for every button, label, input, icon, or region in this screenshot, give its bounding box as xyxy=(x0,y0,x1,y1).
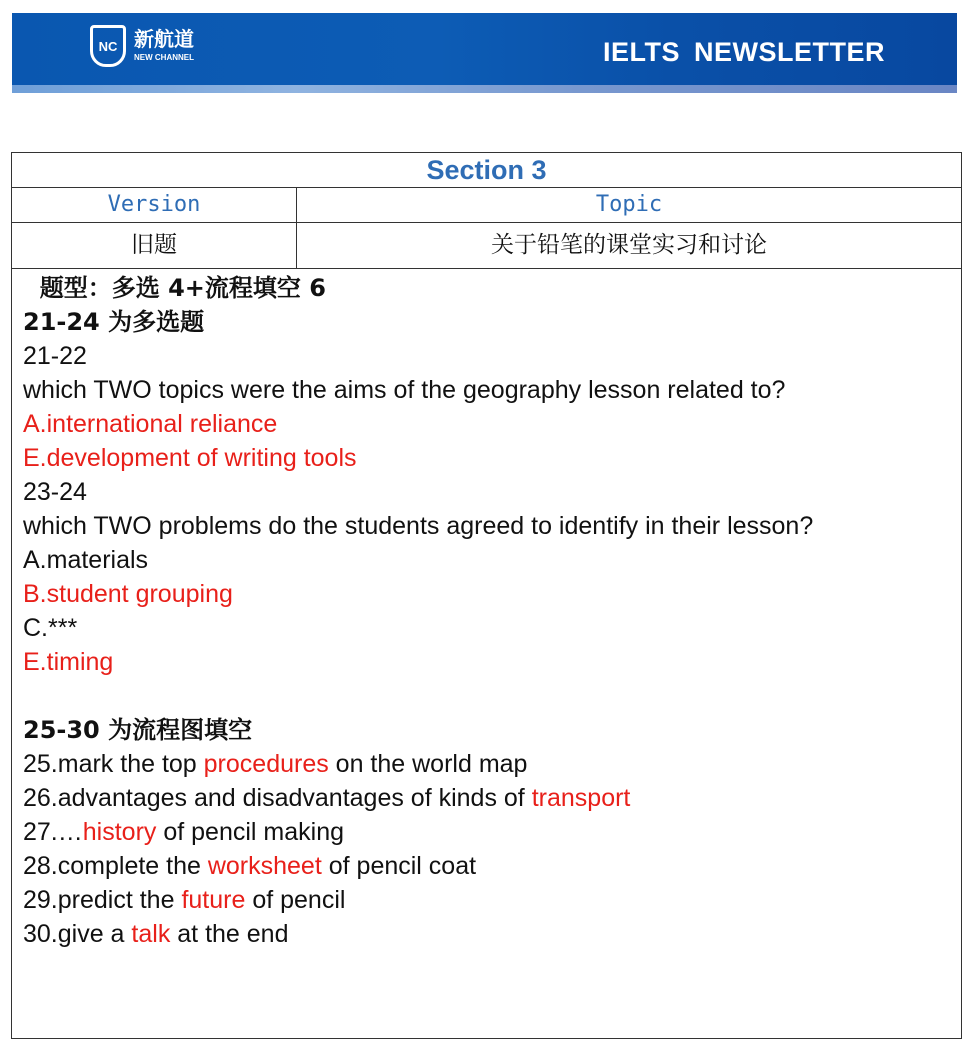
question-text: which TWO topics were the aims of the geography lesson related to? xyxy=(23,376,786,404)
topic-header: Topic xyxy=(595,192,663,217)
question-text: at the end xyxy=(170,920,289,948)
content-line xyxy=(23,611,948,645)
content-line xyxy=(23,577,948,611)
shield-logo-icon: NC xyxy=(90,25,126,67)
answer-text: talk xyxy=(131,920,171,948)
question-text: A.materials xyxy=(23,546,149,574)
answer-text: future xyxy=(181,886,246,914)
version-value: 旧题 xyxy=(12,223,297,268)
banner-strip xyxy=(12,85,957,93)
topic-value: 关于铅笔的课堂实习和讨论 xyxy=(491,232,767,258)
logo-text xyxy=(134,28,194,64)
content-line xyxy=(23,883,948,917)
content-line xyxy=(23,815,948,849)
question-text: 30.give a xyxy=(23,920,132,948)
answer-text: B.student grouping xyxy=(23,580,233,608)
question-text: 25.mark the top xyxy=(23,750,204,778)
content-line xyxy=(23,679,948,713)
content-line xyxy=(23,475,948,509)
logo-en-text: NEW CHANNEL xyxy=(134,53,194,62)
question-text: of pencil making xyxy=(156,818,345,846)
content-line xyxy=(23,917,948,951)
question-text: 21-24 为多选题 xyxy=(23,308,205,336)
newsletter-title: IELTS NEWSLETTER xyxy=(603,37,885,67)
question-text: 26.advantages and disadvantages of kinds of xyxy=(23,784,532,812)
newsletter-banner xyxy=(12,13,957,93)
answer-text: E.timing xyxy=(23,648,114,676)
content-line xyxy=(23,543,948,577)
question-text: 27.… xyxy=(23,818,83,846)
answer-text: E.development of writing tools xyxy=(23,444,357,472)
question-text: which TWO problems do the students agreed to identify in their lesson? xyxy=(23,512,814,540)
content-line xyxy=(23,339,948,373)
content-line xyxy=(23,713,948,747)
section-title: Section 3 xyxy=(12,153,961,188)
answer-text: procedures xyxy=(203,750,329,778)
new-channel-logo xyxy=(90,25,194,67)
content-line xyxy=(23,305,948,339)
content-line xyxy=(23,747,948,781)
content-line xyxy=(23,271,948,305)
version-header: Version xyxy=(12,188,297,222)
content-line xyxy=(23,645,948,679)
question-text: 28.complete the xyxy=(23,852,208,880)
question-text: on the world map xyxy=(328,750,528,778)
content-line xyxy=(23,781,948,815)
question-content xyxy=(23,271,948,951)
question-text: 23-24 xyxy=(23,478,87,506)
question-text xyxy=(23,682,30,710)
answer-text: history xyxy=(82,818,157,846)
content-line xyxy=(23,441,948,475)
answer-text: A.international reliance xyxy=(23,410,278,438)
question-text: C.*** xyxy=(23,614,78,642)
content-line xyxy=(23,509,948,543)
question-text: 29.predict the xyxy=(23,886,182,914)
content-line xyxy=(23,373,948,407)
question-text: 25-30 为流程图填空 xyxy=(23,716,253,744)
header-row xyxy=(12,188,961,223)
answer-text: transport xyxy=(531,784,631,812)
answer-text: worksheet xyxy=(207,852,322,880)
question-text: 21-22 xyxy=(23,342,87,370)
content-line xyxy=(23,849,948,883)
question-text: of pencil xyxy=(245,886,346,914)
question-text: 题型：多选 4+流程填空 6 xyxy=(23,274,326,302)
logo-cn-text: 新航道 xyxy=(134,29,194,51)
value-row xyxy=(12,223,961,269)
content-line xyxy=(23,407,948,441)
section-box xyxy=(11,152,962,1039)
question-text: of pencil coat xyxy=(321,852,477,880)
